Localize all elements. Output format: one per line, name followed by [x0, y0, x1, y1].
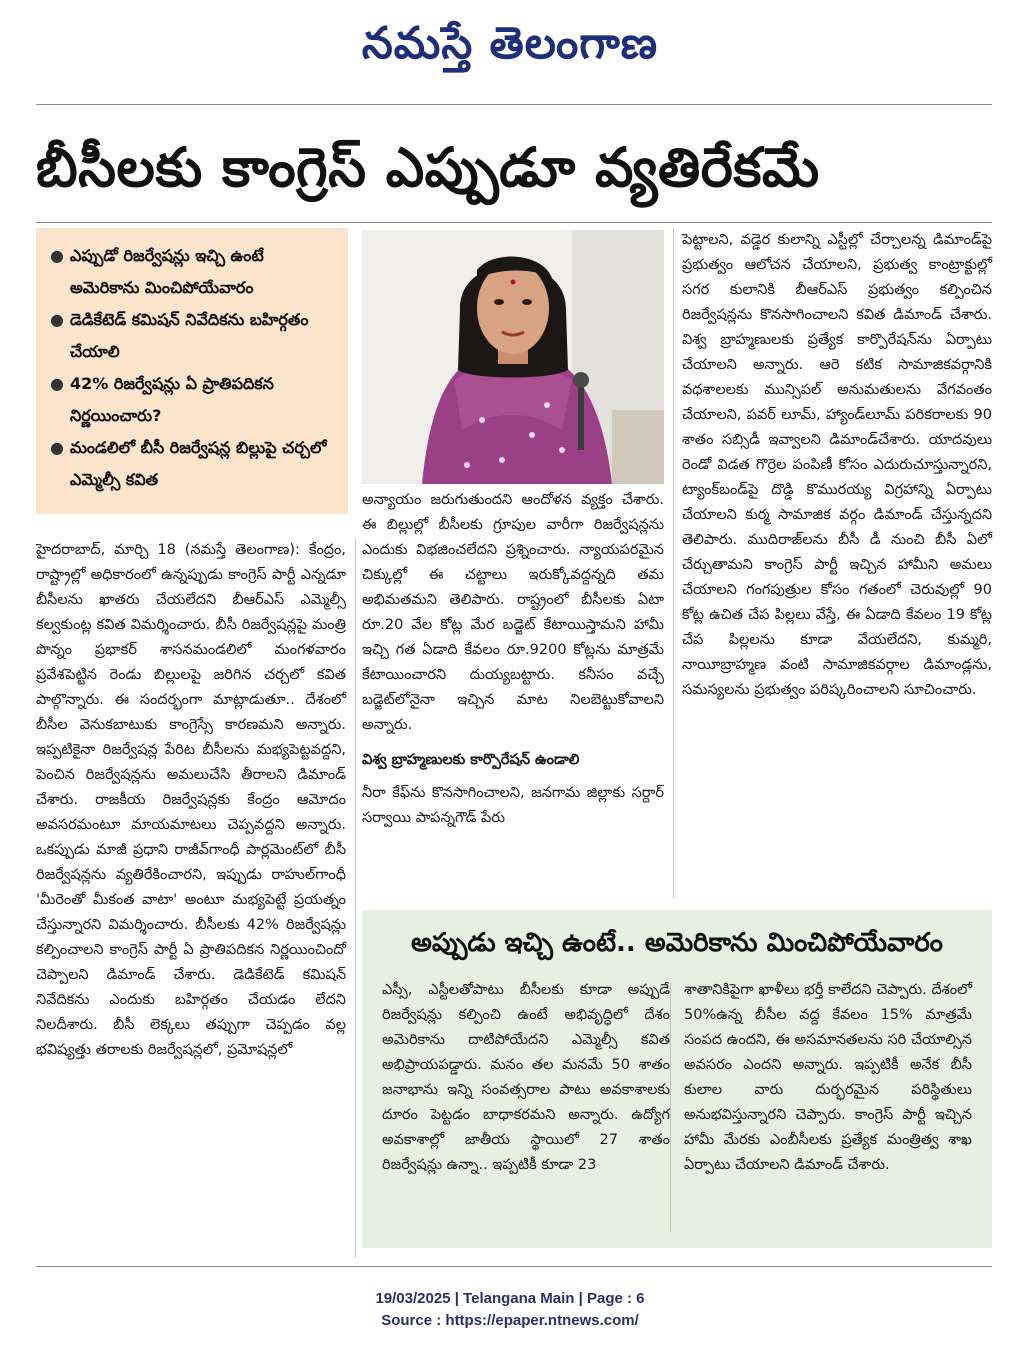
highlight-item — [48, 368, 338, 432]
sidebar-story-column-1: ఎస్సీ, ఎస్టీలతోపాటు బీసీలకు కూడా అప్పుడే రిజర్వేషన్లు కల్పించి ఉంటే అభివృద్ధిలో దేశం అమెరికాను దాటిపోయేదని ఎమ్మెల్సీ కవిత అభిప్రాయపడ్డారు. మనం తల మనమే 50 శాతం జనాభాను ఇన్ని సంవత్సరాల పాటు అవకాశాలకు దూరం పెట్టడం బాధాకరమని అన్నారు. ఉద్యోగ అవకాశాల్లో జాతీయ స్థాయిలో 27 శాతం రిజర్వేషన్లు ఉన్నా.. ఇప్పటికీ కూడా 23 — [382, 982, 670, 1173]
portrait-photo — [362, 230, 664, 484]
footer-rule — [36, 1266, 992, 1267]
sidebar-column-divider — [670, 982, 671, 1232]
sidebar-story-column-2: శాతానికిపైగా ఖాళీలు భర్తీ కాలేదని చెప్పారు. దేశంలో 50%ఉన్న బీసీల వద్ద కేవలం 15% మాత్రమే సంపద ఉందని, ఈ అసమానతలను సరి చేయాల్సిన అవసరం ఎందని అన్నారు. ఇప్పటికీ అనేక బీసీ కులాల వారు దుర్భరమైన పరిస్థితులు అనుభవిస్తున్నారని చెప్పారు. కాంగ్రెస్ పార్టీ ఇచ్చిన హామీ మేరకు ఎంబీసీలకు ప్రత్యేక మంత్రిత్వ శాఖ ఏర్పాటు చేయాలని డిమాండ్ చేశారు. — [684, 982, 972, 1173]
highlight-text: మండలిలో బీసీ రిజర్వేషన్ల బిల్లుపై చర్చలో ఎమ్మెల్సీ కవిత — [70, 438, 327, 489]
highlight-item — [48, 240, 338, 304]
article-column-2 — [362, 488, 664, 831]
bullet-icon: ● — [50, 246, 64, 265]
bullet-icon: ● — [50, 438, 64, 457]
highlight-text: 42% రిజర్వేషన్లు ఏ ప్రాతిపదికన నిర్ణయించారు? — [70, 374, 274, 425]
headline: బీసీలకు కాంగ్రెస్ ఎప్పుడూ వ్యతిరేకమే — [36, 136, 820, 199]
highlights-box — [36, 228, 348, 514]
footer-edition-info: 19/03/2025 | Telangana Main | Page : 6 — [375, 1290, 645, 1307]
column-divider — [355, 538, 356, 1258]
column-divider — [673, 228, 674, 898]
article-column-3 — [682, 228, 992, 703]
bullet-icon: ● — [50, 310, 64, 329]
footer-source-link[interactable]: Source : https://epaper.ntnews.com/ — [381, 1312, 639, 1329]
headline-rule — [36, 222, 992, 223]
article-text: నీరా కేఫ్‌ను కొనసాగించాలని, జనగామ జిల్లాకు సర్దార్ సర్వాయి పాపన్నగౌడ్ పేరు — [362, 785, 664, 826]
article-text: అన్యాయం జరుగుతుందని ఆందోళన వ్యక్తం చేశారు. ఈ బిల్లుల్లో బీసీలకు గ్రూపుల వారీగా రిజర్వేషన్లను ఎందుకు విభజించలేదని ప్రశ్నించారు. న్యాయపరమైన చిక్కుల్లో ఈ చట్టాలు ఇరుక్కోవద్దన్నది తమ అభిమతమని తెలిపారు. రాష్ట్రంలో బీసీలకు ఏటా రూ.20 వేల కోట్ల మేర బడ్జెట్ కేటాయిస్తామని హామీ ఇచ్చి గత ఏడాది కేవలం రూ.9200 కోట్లను మాత్రమే కేటాయించారని దుయ్యబట్టారు. కనీసం వచ్చే బడ్జెట్‌లోనైనా ఇచ్చిన మాట నిలబెట్టుకోవాలని అన్నారు. — [362, 492, 664, 733]
article-text: హైదరాబాద్, మార్చి 18 (నమస్తే తెలంగాణ): కేంద్రం, రాష్ట్రాల్లో అధికారంలో ఉన్నప్పుడు కాంగ్రెస్ పార్టీ ఎన్నడూ బీసీలను ఖాతరు చేయలేదని బీఆర్ఎస్ ఎమ్మెల్సీ కల్వకుంట్ల కవిత విమర్శించారు. బీసీ రిజర్వేషన్లపై మంత్రి పొన్నం ప్రభాకర్ శాసనమండలిలో మంగళవారం ప్రవేశపెట్టిన రెండు బిల్లులపై జరిగిన చర్చలో కవిత పాల్గొన్నారు. ఈ సందర్భంగా మాట్లాడుతూ.. దేశంలో బీసీల వెనుకబాటుకు కాంగ్రెస్సే కారణమని అన్నారు. ఇప్పటికైనా రిజర్వేషన్ల పేరిట బీసీలను మభ్యపెట్టవద్దని, పెంచిన రిజర్వేషన్లను అమలుచేసి తీరాలని డిమాండ్ చేశారు. రాజకీయ రిజర్వేషన్లకు కేంద్రం ఆమోదం అవసరమంటూ మాయమాటలు చెప్పవద్దని అన్నారు. ఒకప్పుడు మాజీ ప్రధాని రాజీవ్‌గాంధీ పార్లమెంట్‌లో బీసీ రిజర్వేషన్లను వ్యతిరేకించారని, ఇప్పుడు రాహుల్‌గాంధీ 'మీరెంతో మీకంత వాటా' అంటూ మభ్యపెట్టే ప్రయత్నం చేస్తున్నారని విమర్శించారు. బీసీలకు 42% రిజర్వేషన్లు కల్పించాలని కాంగ్రెస్ పార్టీ ఏ ప్రాతిపదికన నిర్ణయించిందో చెప్పాలని డిమాండ్ చేశారు. డెడికేటెడ్ కమిషన్ నివేదికను ఎందుకు బహిర్గతం చేయడం లేదని నిలదీశారు. బీసీ లెక్కలు తప్పుగా చెప్పడం వల్ల భవిష్యత్తు తరాలకు రిజర్వేషన్లలో, ప్రమోషన్లలో — [36, 542, 346, 1058]
highlight-text: ఎప్పుడో రిజర్వేషన్లు ఇచ్చి ఉంటే అమెరికాను మించిపోయేవారం — [70, 246, 264, 297]
article-subheading: విశ్వ బ్రాహ్మణులకు కార్పొరేషన్ ఉండాలి — [362, 752, 580, 768]
newspaper-logo: నమస్తే తెలంగాణ — [361, 18, 659, 69]
highlight-item — [48, 304, 338, 368]
highlight-item — [48, 432, 338, 496]
sidebar-story-title: అప్పుడు ఇచ్చి ఉంటే.. అమెరికాను మించిపోయేవారం — [411, 928, 943, 958]
highlight-text: డెడికేటెడ్ కమిషన్ నివేదికను బహిర్గతం చేయాలి — [70, 310, 309, 361]
portrait-illustration — [362, 230, 664, 484]
masthead — [0, 8, 1020, 80]
sidebar-story-box — [362, 910, 992, 1248]
bullet-icon: ● — [50, 374, 64, 393]
header-rule — [36, 104, 992, 105]
article-column-1 — [36, 538, 346, 1063]
article-text: పెట్టాలని, వడ్డెర కులాన్ని ఎస్టీల్లో చేర్చాలన్న డిమాండ్‌పై ప్రభుత్వం ఆలోచన చేయాలని, ప్రభుత్వ కాంట్రాక్టుల్లో సగర కులానికి బీఆర్ఎస్ ప్రభుత్వం కల్పించిన రిజర్వేషన్లను కొనసాగించాలని కవిత డిమాండ్ చేశారు. విశ్వ బ్రాహ్మణులకు ప్రత్యేక కార్పొరేషన్‌ను ఏర్పాటు చేయాలని అన్నారు. ఆరె కటిక సామాజికవర్గానికి వధశాలలకు మున్సిపల్ అనుమతులను వేగవంతం చేయాలని, పవర్ లూమ్, హ్యాండ్‌లూమ్ పరికరాలకు 90 శాతం సబ్సిడీ ఇవ్వాలని డిమాండ్‌చేశారు. యాదవులు రెండో విడత గొర్రెల పంపిణీ కోసం ఎదురుచూస్తున్నారని, ట్యాంక్‌బండ్‌పై దొడ్డి కొమురయ్య విగ్రహాన్ని ఏర్పాటు చేయాలని కుర్మ సామాజిక వర్గం డిమాండ్ చేస్తున్నదని తెలిపారు. ముదిరాజ్‌లను బీసీ డీ నుంచి బీసీ ఏలో చేర్చుతామని కాంగ్రెస్ పార్టీ ఇచ్చిన హామీని అమలు చేయాలని గంగపుత్రుల కోసం గతంలో చెరువుల్లో 90 కోట్ల ఉచిత చేప పిల్లలు వేస్తే, ఈ ఏడాది కేవలం 19 కోట్ల చేప పిల్లలను కూడా వేయలేదని, కుమ్మరి, నాయీబ్రాహ్మణ వంటి సామాజికవర్గాల డిమాండ్లను, సమస్యలను ప్రభుత్వం పరిష్కరించాలని సూచించారు. — [682, 232, 992, 698]
page-footer — [0, 1288, 1020, 1332]
